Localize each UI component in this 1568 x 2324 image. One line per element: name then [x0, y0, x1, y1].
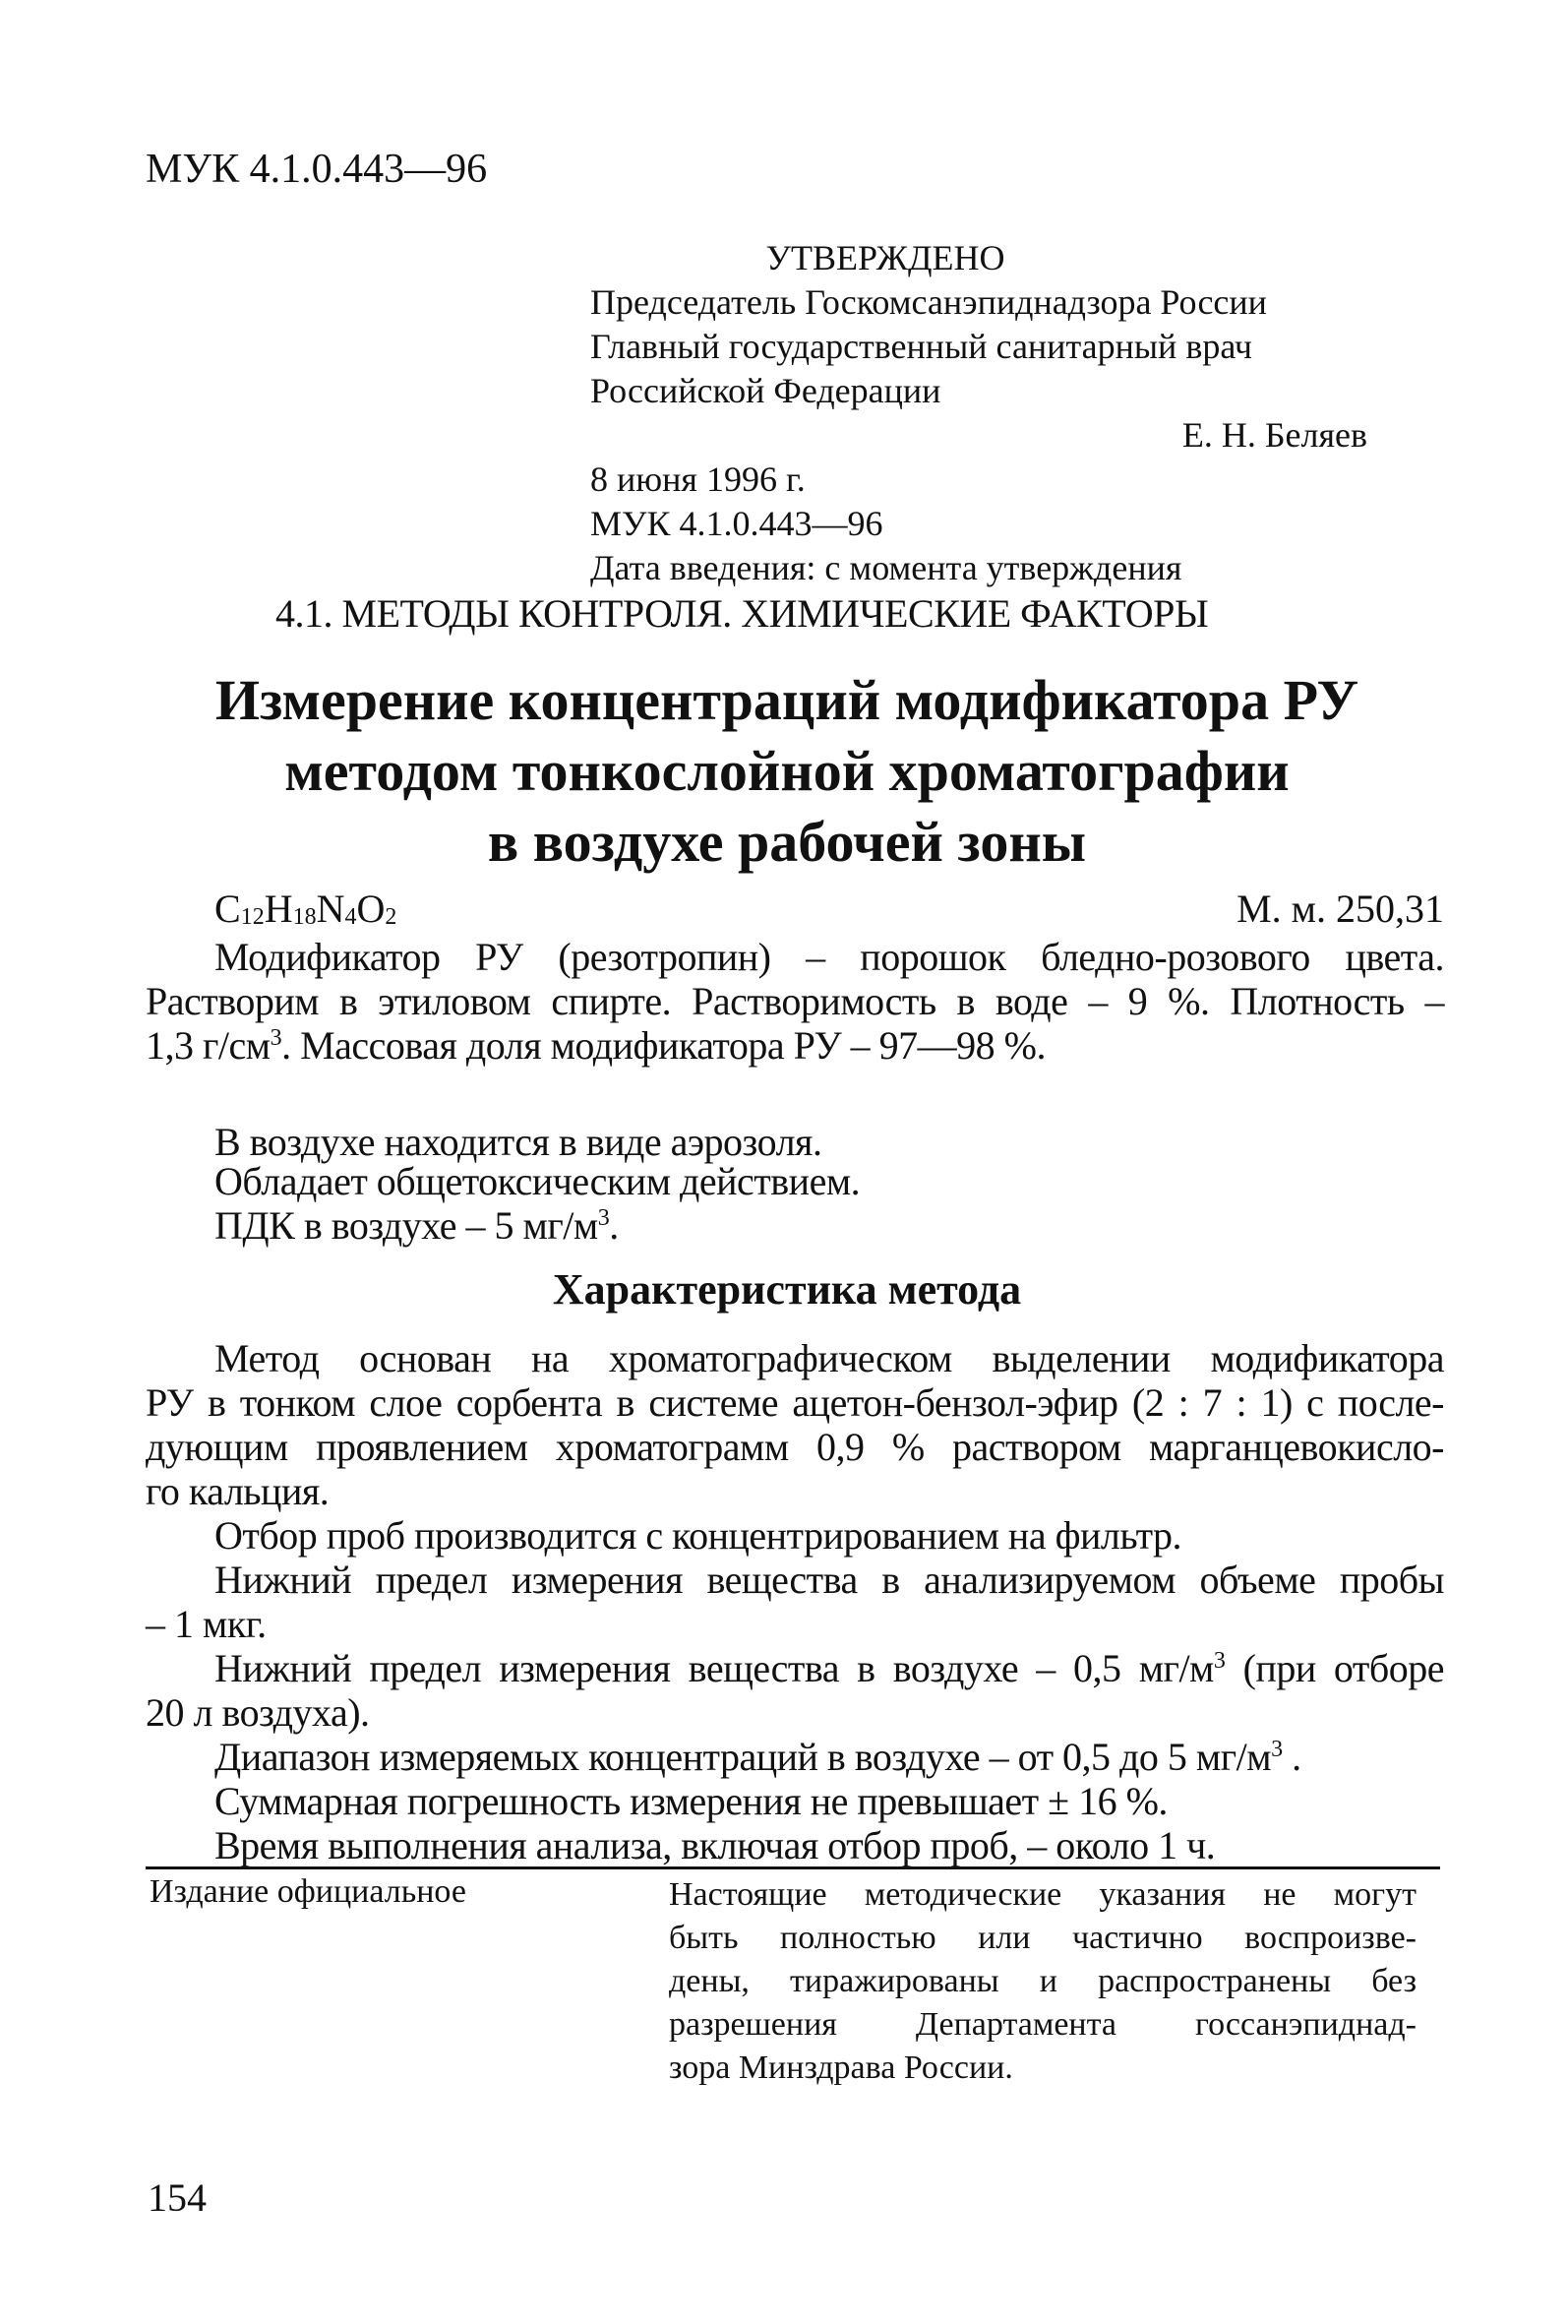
- substance-description: [146, 935, 1444, 1068]
- notice-line: Настоящие методические указания не могут: [669, 1876, 1417, 1913]
- official-edition-label: Издание официальное: [150, 1873, 466, 1910]
- notice-line: быть полностью или частично воспроизве-: [669, 1920, 1417, 1956]
- text-line: – 1 мкг.: [146, 1602, 267, 1646]
- approval-effective-date: Дата введения: с момента утверждения: [590, 548, 1182, 587]
- approval-block: [590, 236, 1367, 590]
- aerosol-line: В воздухе находится в виде аэрозоля.: [214, 1120, 822, 1164]
- text-line: Отбор проб производится с концентрированием на фильтр.: [214, 1513, 1182, 1558]
- text-line: Время выполнения анализа, включая отбор проб, – около 1 ч.: [214, 1823, 1216, 1867]
- approval-line: Председатель Госкомсанэпиднадзора России: [590, 282, 1267, 322]
- approval-code: МУК 4.1.0.443—96: [590, 504, 883, 543]
- copyright-notice: [669, 1873, 1417, 2090]
- toxic-line: Обладает общетоксическим действием.: [214, 1159, 861, 1203]
- formula-row: [214, 886, 1444, 932]
- pdk-line: ПДК в воздухе – 5 $мг/м^3$.: [214, 1203, 619, 1248]
- notice-line: дены, тиражированы и распространены без: [669, 1963, 1417, 1999]
- text-line: 1,3 $г/см^3$. Массовая доля модификатора РУ – 97—98 %.: [146, 1023, 1047, 1068]
- method-text: [146, 1336, 1444, 1867]
- section-heading: 4.1. МЕТОДЫ КОНТРОЛЯ. ХИМИЧЕСКИЕ ФАКТОРЫ: [275, 591, 1209, 636]
- text-line: Суммарная погрешность измерения не превышает ± 16 %.: [214, 1779, 1168, 1823]
- text-line: Модификатор РУ (резотропин) – порошок бледно-розового цвета.: [214, 935, 1444, 979]
- document-code: МУК 4.1.0.443—96: [146, 147, 488, 192]
- title-line: Измерение концентраций модификатора РУ: [214, 668, 1359, 732]
- title-line: в воздухе рабочей зоны: [487, 810, 1087, 874]
- footer-divider: [146, 1866, 1440, 1869]
- molar-mass: М. м. 250,31: [1236, 887, 1444, 931]
- notice-line: разрешения Департамента госсанэпиднад-: [669, 2006, 1417, 2043]
- text-line: го кальция.: [146, 1469, 330, 1513]
- text-line: 20 л воздуха).: [146, 1690, 370, 1735]
- title-line: методом тонкослойной хроматографии: [284, 739, 1290, 803]
- method-heading: Характеристика метода: [552, 1265, 1022, 1314]
- page-number: 154: [148, 2175, 207, 2220]
- text-line: Растворим в этиловом спирте. Растворимость в воде – 9 %. Плотность –: [146, 979, 1444, 1023]
- text-line: Нижний предел измерения вещества в анализируемом объеме пробы: [214, 1558, 1444, 1602]
- notice-line: зора Минздрава России.: [669, 2049, 1013, 2086]
- approval-line: Главный государственный санитарный врач: [590, 327, 1252, 366]
- approval-line: Российской Федерации: [590, 371, 941, 410]
- approval-date: 8 июня 1996 г.: [590, 459, 806, 499]
- text-line: Нижний предел измерения вещества в воздухе – 0,5 $мг/м^3$ (при отборе: [214, 1646, 1444, 1690]
- document-title: [148, 665, 1426, 878]
- chemical-formula: $C_{12}H_{18}N_4O_2$: [214, 887, 397, 931]
- approval-heading: УТВЕРЖДЕНО: [765, 238, 1005, 277]
- text-line: дующим проявлением хроматограмм 0,9 % раствором марганцевокисло-: [146, 1425, 1444, 1469]
- text-line: РУ в тонком слое сорбента в системе ацетон-бензол-эфир (2 : 7 : 1) с после-: [146, 1380, 1444, 1425]
- approval-signatory: Е. Н. Беляев: [1181, 415, 1367, 455]
- text-line: Метод основан на хроматографическом выделении модификатора: [214, 1336, 1444, 1380]
- text-line: Диапазон измеряемых концентраций в воздухе – от 0,5 до 5 $мг/м^3$ .: [214, 1735, 1301, 1779]
